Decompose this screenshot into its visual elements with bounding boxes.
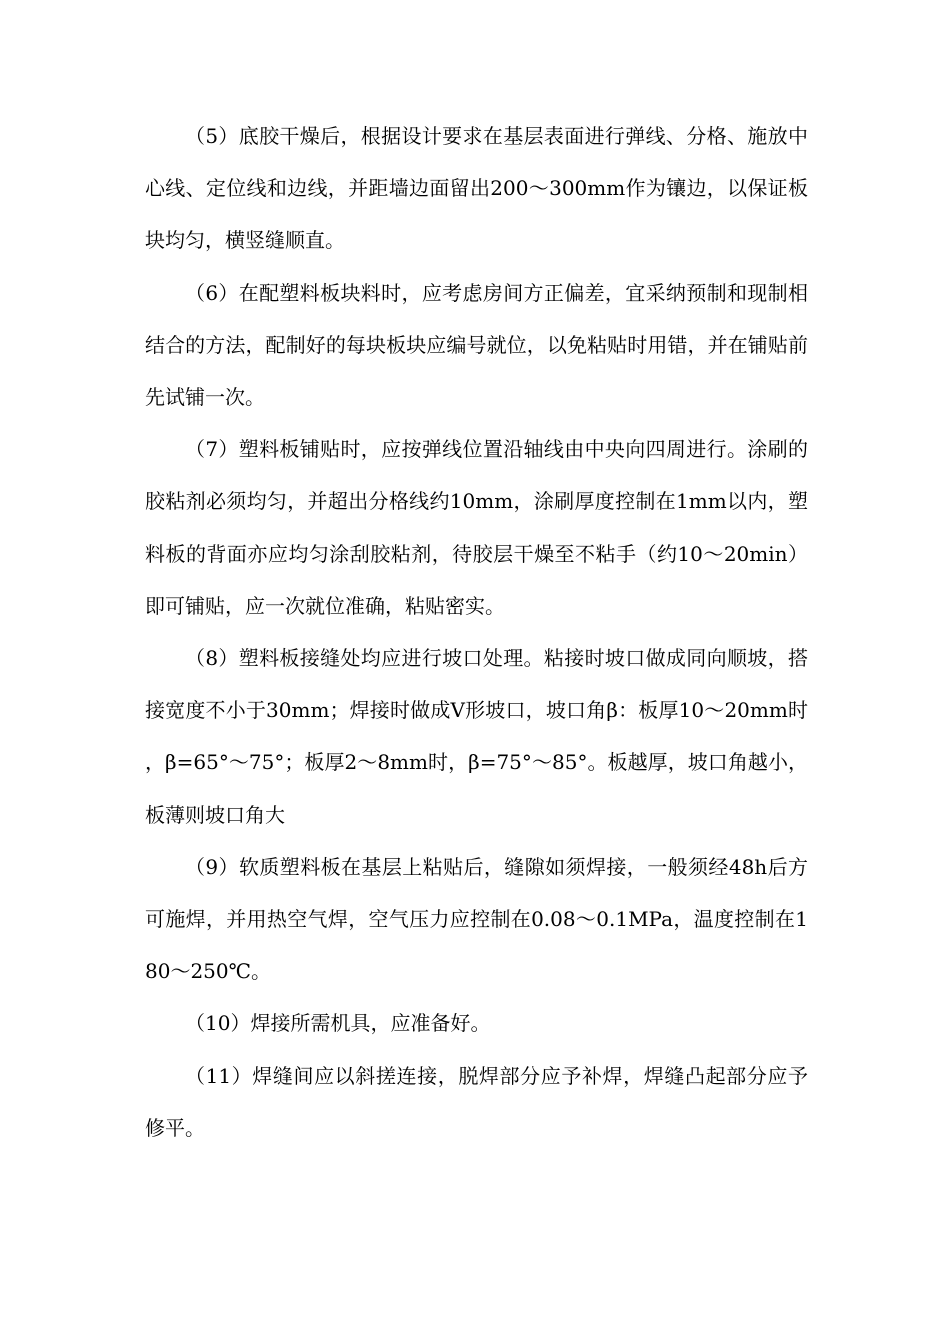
paragraph-6: （6）在配塑料板块料时，应考虑房间方正偏差，宜采纳预制和现制相结合的方法，配制好的每块板块应编号就位，以免粘贴时用错，并在铺贴前先试铺一次。: [145, 280, 808, 410]
paragraph-5: （5）底胶干燥后，根据设计要求在基层表面进行弹线、分格、施放中心线、定位线和边线，并距墙边面留出200～300mm作为镶边，以保证板块均匀，横竖缝顺直。: [145, 124, 808, 253]
document-body: [145, 110, 808, 1154]
paragraph-11: （11）焊缝间应以斜搓连接，脱焊部分应予补焊，焊缝凸起部分应予修平。: [145, 1063, 808, 1140]
paragraph-9: （9）软质塑料板在基层上粘贴后，缝隙如须焊接，一般须经48h后方可施焊，并用热空气焊，空气压力应控制在0.08～0.1MPa，温度控制在180～250℃。: [145, 854, 808, 984]
paragraph-8: （8）塑料板接缝处均应进行坡口处理。粘接时坡口做成同向顺坡，搭接宽度不小于30mm；焊接时做成V形坡口，坡口角β：板厚10～20mm时，β=65°～75°；板厚2～8mm时，β=75°～85°。板越厚，坡口角越小，板薄则坡口角大: [145, 646, 808, 827]
paragraph-7: （7）塑料板铺贴时，应按弹线位置沿轴线由中央向四周进行。涂刷的胶粘剂必须均匀，并超出分格线约10mm，涂刷厚度控制在1mm以内，塑料板的背面亦应均匀涂刮胶粘剂，待胶层干燥至不粘手（约10～20min）即可铺贴，应一次就位准确，粘贴密实。: [145, 437, 808, 618]
paragraph-10: （10）焊接所需机具，应准备好。: [185, 1011, 491, 1036]
